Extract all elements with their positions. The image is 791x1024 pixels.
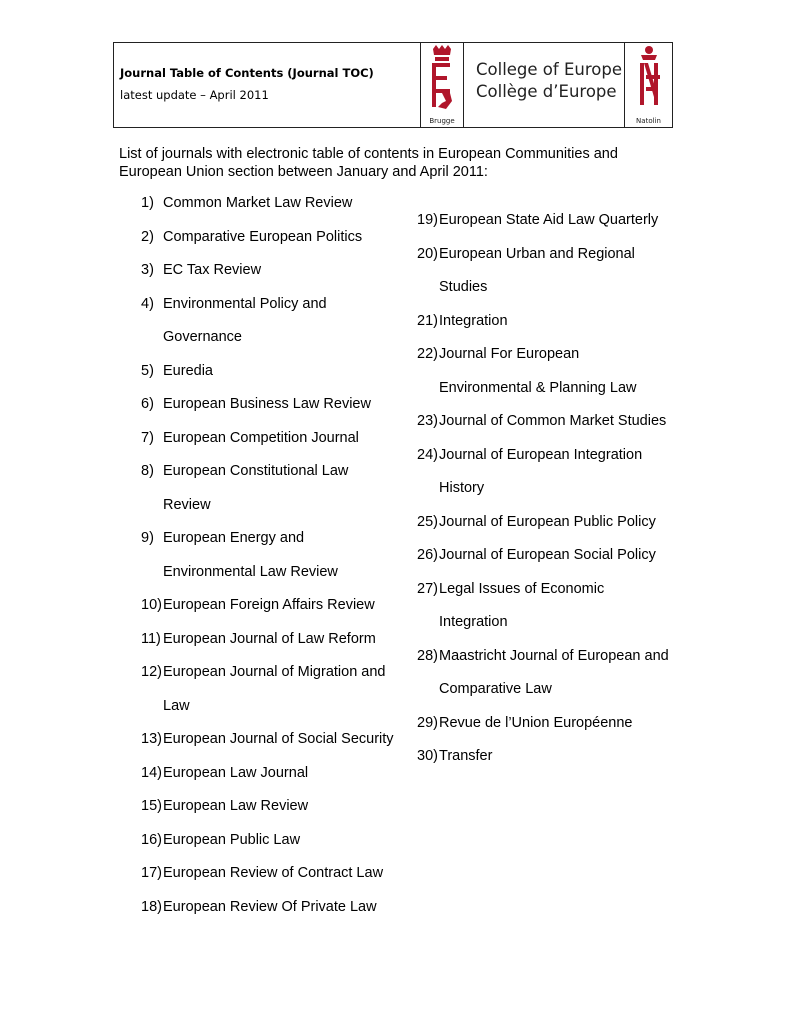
journal-list-item	[417, 707, 697, 741]
journal-title-line: Common Market Law Review	[163, 195, 353, 211]
journal-list-item	[141, 589, 411, 623]
journal-title-line: European Public Law	[163, 831, 301, 848]
college-name-fr: Collège d’Europe	[476, 82, 617, 101]
journal-title-line: Euredia	[163, 362, 213, 379]
journal-title-line: European Business Law Review	[163, 396, 371, 412]
bruges-logo-cell	[421, 43, 464, 127]
journal-title-line: European Journal of Social Security	[163, 731, 394, 747]
journal-list-item	[141, 723, 411, 757]
journal-list-item	[417, 439, 697, 506]
journal-title-line: European Competition Journal	[163, 429, 359, 446]
journal-title-line: Environmental Policy and	[163, 295, 327, 312]
natolin-logo-cell	[624, 43, 672, 127]
list-number: 2)	[141, 228, 154, 245]
list-number: 3)	[141, 262, 154, 278]
journal-list-item	[141, 221, 411, 255]
natolin-caption: Natolin	[636, 117, 661, 125]
header-box	[113, 42, 673, 128]
journal-title-line: Journal of European Social Policy	[439, 547, 656, 563]
list-number: 26)	[417, 547, 438, 563]
journal-title-line: European Journal of Migration and	[163, 664, 386, 680]
journal-list-item	[141, 623, 411, 657]
journal-title-line: Governance	[163, 329, 242, 345]
list-number: 25)	[417, 513, 438, 530]
journal-list-item	[141, 288, 411, 355]
journal-title-line: Revue de l’Union Européenne	[439, 714, 633, 731]
list-number: 28)	[417, 647, 438, 664]
journal-title-line: European State Aid Law Quarterly	[439, 212, 659, 228]
journal-title-line: Journal of European Public Policy	[439, 513, 656, 530]
header-text-cell	[114, 43, 421, 127]
journal-list-item	[141, 757, 411, 791]
list-number: 22)	[417, 346, 438, 362]
journal-list-item	[417, 405, 697, 439]
journal-list-item	[141, 656, 411, 723]
list-number: 13)	[141, 731, 162, 747]
journal-title-line: European Urban and Regional	[439, 245, 635, 262]
list-number: 18)	[141, 898, 162, 915]
list-number: 15)	[141, 798, 162, 814]
journal-title-line: Review	[163, 496, 211, 513]
list-number: 1)	[141, 195, 154, 211]
list-number: 4)	[141, 295, 154, 312]
journal-list-item	[141, 857, 411, 891]
journal-title-line: European Review of Contract Law	[163, 865, 384, 881]
journal-title-line: Transfer	[439, 748, 493, 764]
journal-title-line: European Journal of Law Reform	[163, 630, 376, 647]
journal-title-line: Journal of European Integration	[439, 446, 643, 463]
journal-list-item	[141, 388, 411, 422]
list-number: 20)	[417, 245, 438, 262]
journal-list-item	[417, 238, 697, 305]
journal-list-item	[417, 506, 697, 540]
journal-list-right	[417, 204, 697, 774]
journal-title-line: Comparative European Politics	[163, 228, 363, 245]
journal-title-line: EC Tax Review	[163, 262, 262, 278]
list-number: 6)	[141, 396, 154, 412]
journal-list-item	[417, 338, 697, 405]
list-number: 9)	[141, 530, 154, 546]
list-number: 14)	[141, 764, 162, 781]
journal-list-item	[141, 455, 411, 522]
journal-title-line: European Law Review	[163, 798, 309, 814]
journal-title-line: Law	[163, 697, 190, 714]
college-name-en: College of Europe	[476, 60, 622, 79]
list-number: 19)	[417, 212, 438, 228]
list-number: 7)	[141, 429, 154, 446]
list-number: 30)	[417, 748, 438, 764]
journal-title-line: European Constitutional Law	[163, 463, 349, 479]
journal-list-item	[417, 539, 697, 573]
journal-list-item	[141, 522, 411, 589]
journal-list-item	[141, 254, 411, 288]
journal-list-item	[417, 740, 697, 774]
bruges-crest-icon	[424, 45, 460, 111]
update-date: latest update – April 2011	[120, 88, 269, 102]
journal-list-item	[141, 790, 411, 824]
journal-title-line: European Law Journal	[163, 764, 309, 781]
journal-title-line: Environmental Law Review	[163, 563, 338, 580]
list-number: 21)	[417, 312, 438, 329]
journal-title-line: European Energy and	[163, 530, 305, 546]
journal-title-line: Maastricht Journal of European and	[439, 647, 669, 664]
list-number: 23)	[417, 413, 438, 429]
journal-list-item	[417, 305, 697, 339]
list-number: 8)	[141, 463, 154, 479]
intro-paragraph: List of journals with electronic table of contents in European Communities and European Union section between January and April 2011:	[119, 146, 618, 180]
journal-title-line: Legal Issues of Economic	[439, 580, 605, 597]
journal-list-item	[141, 355, 411, 389]
list-number: 12)	[141, 664, 162, 680]
journal-title-line: Integration	[439, 614, 508, 630]
list-number: 27)	[417, 580, 438, 597]
journal-title-line: Journal For European	[439, 346, 580, 362]
list-number: 16)	[141, 831, 162, 848]
journal-title-line: Integration	[439, 312, 508, 329]
journal-list-item	[141, 891, 411, 925]
list-number: 11)	[141, 630, 161, 647]
journal-list-item	[141, 824, 411, 858]
journal-list-item	[417, 204, 697, 238]
list-number: 10)	[141, 597, 162, 613]
list-number: 29)	[417, 714, 438, 731]
journal-title-line: European Foreign Affairs Review	[163, 597, 375, 613]
bruges-caption: Brugge	[429, 117, 455, 125]
college-names	[476, 59, 622, 103]
journal-title-line: Studies	[439, 279, 488, 295]
journal-title-line: History	[439, 480, 485, 496]
journal-title-line: Comparative Law	[439, 681, 552, 697]
journal-title-line: Journal of Common Market Studies	[439, 413, 667, 429]
journal-list-item	[141, 422, 411, 456]
journal-list-left	[141, 187, 411, 924]
journal-list-item	[417, 640, 697, 707]
list-number: 17)	[141, 865, 162, 881]
list-number: 24)	[417, 446, 438, 463]
journal-list-item	[417, 573, 697, 640]
natolin-crest-icon	[631, 45, 667, 111]
journal-title-line: Environmental & Planning Law	[439, 379, 637, 396]
list-number: 5)	[141, 362, 154, 379]
journal-list-item	[141, 187, 411, 221]
document-title: Journal Table of Contents (Journal TOC)	[120, 66, 374, 80]
journal-title-line: European Review Of Private Law	[163, 898, 377, 915]
